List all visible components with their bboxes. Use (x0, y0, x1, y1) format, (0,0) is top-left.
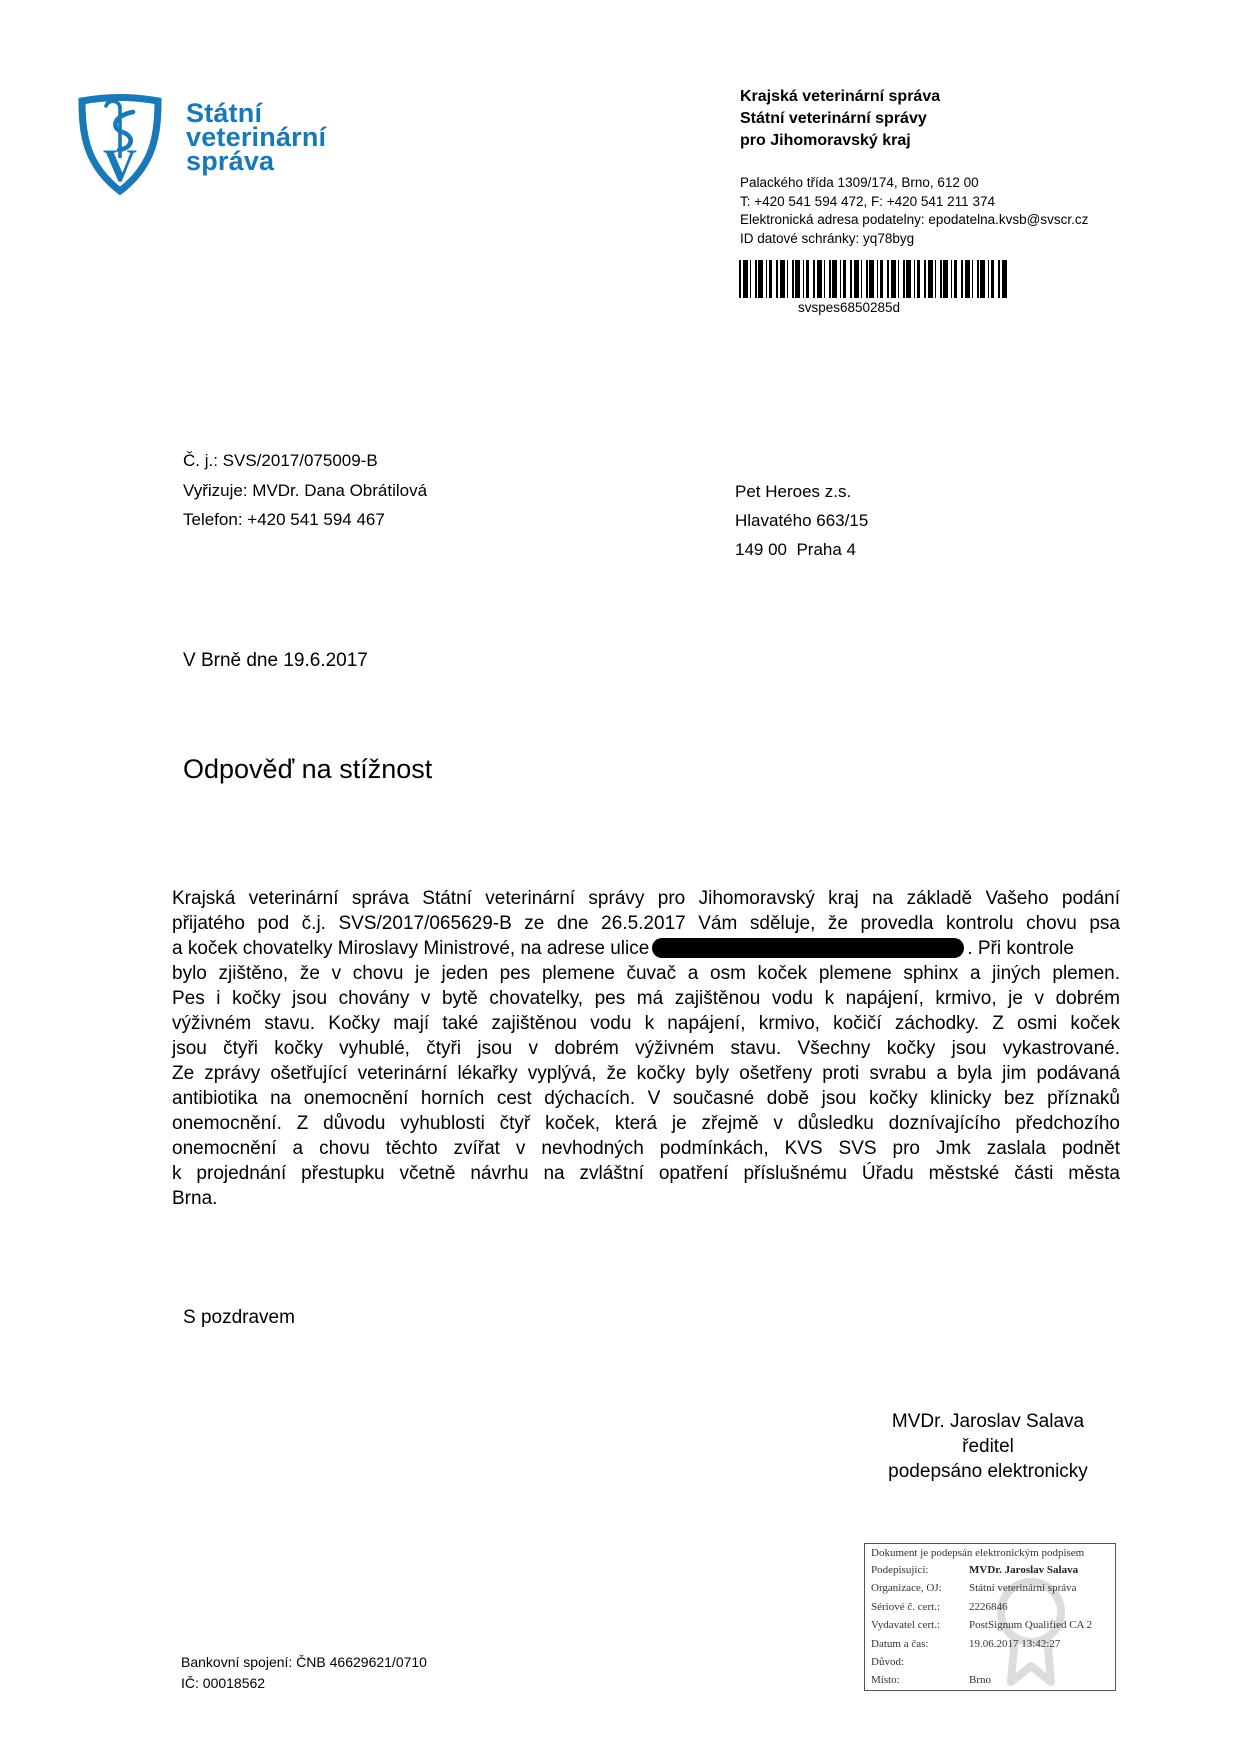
logo-line: Státní (186, 98, 263, 128)
recipient-city: 149 00 Praha 4 (735, 540, 856, 559)
body-line: výživném stavu. Kočky mají také zajištěnou vodu k napájení, krmivo, kočičí záchodky. Z osmi koček (172, 1013, 1120, 1034)
footer-block (181, 1652, 427, 1694)
body-line: k projednání přestupku včetně návrhu na zvláštní opatření příslušnému Úřadu městské části města (172, 1163, 1120, 1184)
barcode (739, 260, 1009, 298)
stamp-row (871, 1674, 1113, 1692)
signature-block (862, 1409, 1114, 1484)
org-name-line: Státní veterinární správy (740, 110, 927, 127)
bank-details: Bankovní spojení: ČNB 46629621/0710 (181, 1654, 427, 1670)
recipient-street: Hlavatého 663/15 (735, 511, 869, 530)
letter-body (172, 886, 1120, 1211)
logo-wordmark (186, 98, 327, 176)
body-line: Krajská veterinární správa Státní veterinární správy pro Jihomoravský kraj na základě Vašeho podání (172, 888, 1120, 909)
company-id: IČ: 00018562 (181, 1675, 266, 1691)
stamp-row (871, 1564, 1113, 1582)
body-line: Brna. (172, 1188, 218, 1209)
stamp-row (871, 1601, 1113, 1619)
org-name-line: Krajská veterinární správa (740, 88, 941, 105)
authority-email: Elektronická adresa podatelny: epodatelna.kvsb@svscr.cz (740, 212, 1089, 227)
org-name-line: pro Jihomoravský kraj (740, 132, 911, 149)
recipient-address-block (735, 477, 868, 564)
stamp-value: MVDr. Jaroslav Salava (969, 1564, 1079, 1576)
date-line: V Brně dne 19.6.2017 (183, 650, 368, 671)
stamp-row (871, 1582, 1113, 1600)
body-line: bylo zjištěno, že v chovu je jeden pes plemene čuvač a osm koček plemene sphinx a jiných plemen. (172, 963, 1120, 984)
body-line: přijatého pod č.j. SVS/2017/065629-B ze dne 26.5.2017 Vám sděluje, že provedla kontrolu chovu psa (172, 913, 1120, 934)
body-line: jsou čtyři kočky vyhublé, čtyři jsou v dobrém výživném stavu. Všechny kočky jsou vykastrované. (172, 1038, 1120, 1059)
authority-phone-fax: T: +420 541 594 472, F: +420 541 211 374 (740, 193, 995, 209)
stamp-label: Důvod: (871, 1655, 904, 1668)
body-line: onemocnění. Z důvodu vyhublosti čtyř koček, která je zřejmě v důsledku doznívajícího předchozího (172, 1113, 1120, 1134)
recipient-name: Pet Heroes z.s. (735, 482, 852, 501)
stamp-label: Vydavatel cert.: (871, 1619, 941, 1632)
authority-contact-block (740, 174, 1088, 248)
stamp-label: Místo: (871, 1674, 900, 1687)
issuing-authority-block (740, 86, 940, 152)
body-text-before-redaction: a koček chovatelky Miroslavy Ministrové, na adrese ulice (172, 938, 650, 959)
signatory-title: ředitel (962, 1436, 1014, 1457)
stamp-row (871, 1656, 1113, 1674)
svs-shield-logo-icon (77, 92, 163, 196)
stamp-value: Státní veterinární správa (969, 1582, 1077, 1595)
body-line: Pes i kočky jsou chovány v bytě chovatelky, pes má zajištěnou vodu k napájení, krmivo, je v dobrém (172, 988, 1120, 1009)
signed-electronically-note: podepsáno elektronicky (888, 1461, 1088, 1482)
stamp-value: Brno (969, 1674, 991, 1687)
stamp-value (969, 1656, 1113, 1674)
case-number: Č. j.: SVS/2017/075009-B (183, 451, 378, 470)
authority-databox-id: ID datové schránky: yq78byg (740, 230, 915, 246)
case-handler: Vyřizuje: MVDr. Dana Obrátilová (183, 480, 428, 500)
logo-line: veterinární (186, 122, 327, 152)
stamp-label: Organizace, OJ: (871, 1582, 942, 1595)
stamp-label: Datum a čas: (871, 1637, 929, 1650)
stamp-row (871, 1619, 1113, 1637)
body-line: onemocnění a chovu těchto zvířat v nevhodných podmínkách, KVS SVS pro Jmk zaslala podnět (172, 1138, 1120, 1159)
authority-address: Palackého třída 1309/174, Brno, 612 00 (740, 175, 979, 190)
body-line: Ze zprávy ošetřující veterinární lékařky vyplývá, že kočky byly ošetřeny proti svrabu a byla jim podávaná (172, 1063, 1120, 1084)
body-line-redacted (172, 936, 1120, 961)
stamp-label: Podepisující: (871, 1564, 929, 1576)
body-text-after-redaction: . Při kontrole (967, 938, 1074, 959)
svg-text:V: V (103, 140, 137, 192)
stamp-title: Dokument je podepsán elektronickým podpisem (871, 1547, 1085, 1559)
redaction-bar (652, 938, 964, 958)
handler-phone: Telefon: +420 541 594 467 (183, 510, 385, 529)
subject-heading: Odpověď na stížnost (183, 754, 433, 784)
stamp-value: PostSignum Qualified CA 2 (969, 1619, 1093, 1632)
signatory-name: MVDr. Jaroslav Salava (891, 1411, 1085, 1432)
stamp-row (871, 1638, 1113, 1656)
logo-line: správa (186, 146, 275, 176)
reference-block (183, 446, 427, 535)
body-line: antibiotika na onemocnění horních cest dýchacích. V současné době jsou kočky klinicky bez příznaků (172, 1088, 1120, 1109)
closing-salutation: S pozdravem (183, 1307, 295, 1328)
stamp-label: Sériové č. cert.: (871, 1600, 941, 1613)
electronic-signature-stamp (864, 1543, 1116, 1691)
stamp-value: 19.06.2017 13:42:27 (969, 1637, 1061, 1650)
stamp-value: 2226846 (969, 1600, 1008, 1613)
barcode-caption: svspes6850285d (797, 300, 901, 315)
